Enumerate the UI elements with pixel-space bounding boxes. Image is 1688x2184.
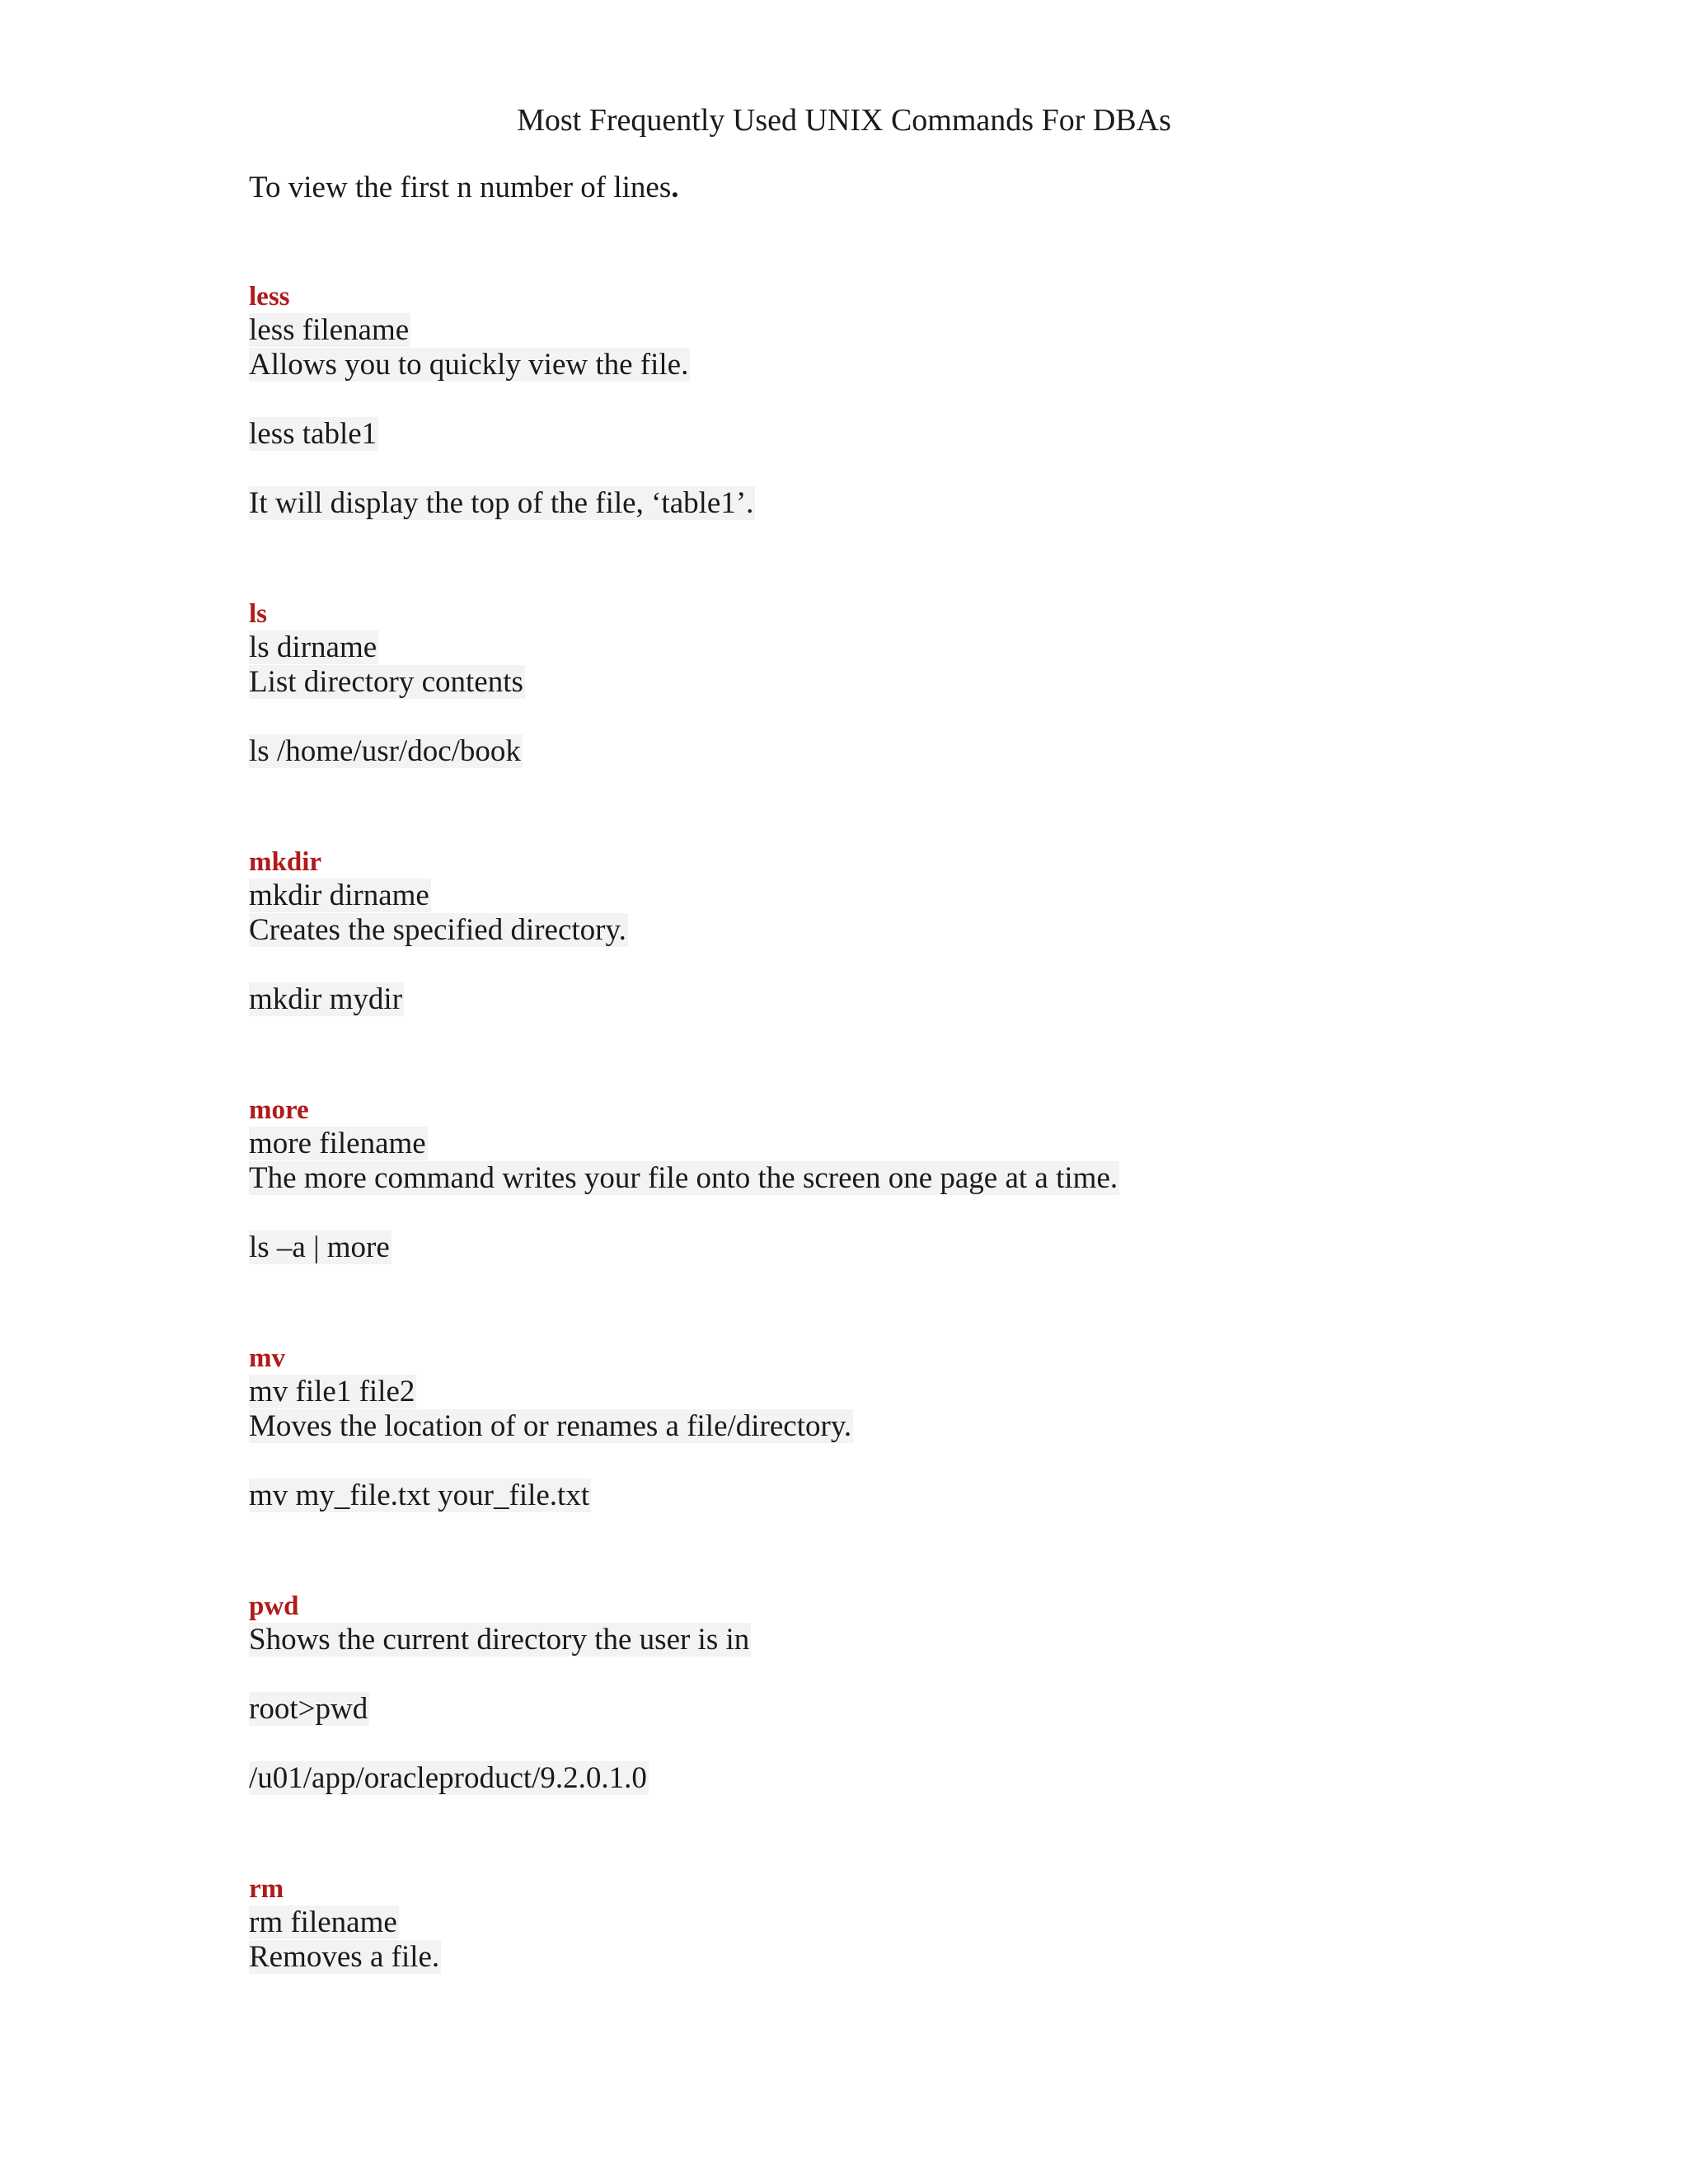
command-example-output: It will display the top of the file, ‘table1’. <box>249 486 754 520</box>
command-description: Creates the specified directory. <box>249 913 626 947</box>
command-syntax: ls dirname <box>249 630 377 664</box>
command-section-less <box>249 280 755 521</box>
command-heading: mkdir <box>249 847 322 877</box>
command-example: mv my_file.txt your_file.txt <box>249 1479 590 1512</box>
command-example: less table1 <box>249 417 377 451</box>
command-example-output: /u01/app/oracleproduct/9.2.0.1.0 <box>249 1761 647 1795</box>
command-description: Allows you to quickly view the file. <box>249 348 689 382</box>
command-syntax: less filename <box>249 313 410 347</box>
command-syntax: rm filename <box>249 1905 397 1939</box>
command-heading: more <box>249 1095 309 1125</box>
command-syntax: more filename <box>249 1127 426 1160</box>
intro-period: . <box>671 171 679 204</box>
command-description: Moves the location of or renames a file/directory. <box>249 1409 852 1443</box>
command-heading: mv <box>249 1343 285 1373</box>
command-syntax: mv file1 file2 <box>249 1375 415 1408</box>
command-heading: ls <box>249 599 268 629</box>
command-example: mkdir mydir <box>249 982 403 1016</box>
command-section-ls <box>249 598 525 769</box>
command-description: Removes a file. <box>249 1940 440 1974</box>
command-section-pwd <box>249 1590 751 1796</box>
command-description: List directory contents <box>249 665 523 699</box>
command-description: The more command writes your file onto the screen one page at a time. <box>249 1161 1118 1195</box>
command-example: ls –a | more <box>249 1230 390 1264</box>
page-title: Most Frequently Used UNIX Commands For DBAs <box>517 103 1171 138</box>
command-heading: less <box>249 282 290 312</box>
command-heading: pwd <box>249 1591 299 1621</box>
command-example: ls /home/usr/doc/book <box>249 734 521 768</box>
command-section-more <box>249 1094 1119 1265</box>
command-description: Shows the current directory the user is in <box>249 1623 750 1657</box>
intro-paragraph <box>249 166 678 209</box>
command-section-mkdir <box>249 846 628 1017</box>
command-example: root>pwd <box>249 1692 368 1726</box>
command-heading: rm <box>249 1874 284 1904</box>
command-section-rm <box>249 1872 441 1975</box>
intro-text: To view the first n number of lines <box>249 171 672 204</box>
command-section-mv <box>249 1342 853 1513</box>
command-syntax: mkdir dirname <box>249 879 429 912</box>
